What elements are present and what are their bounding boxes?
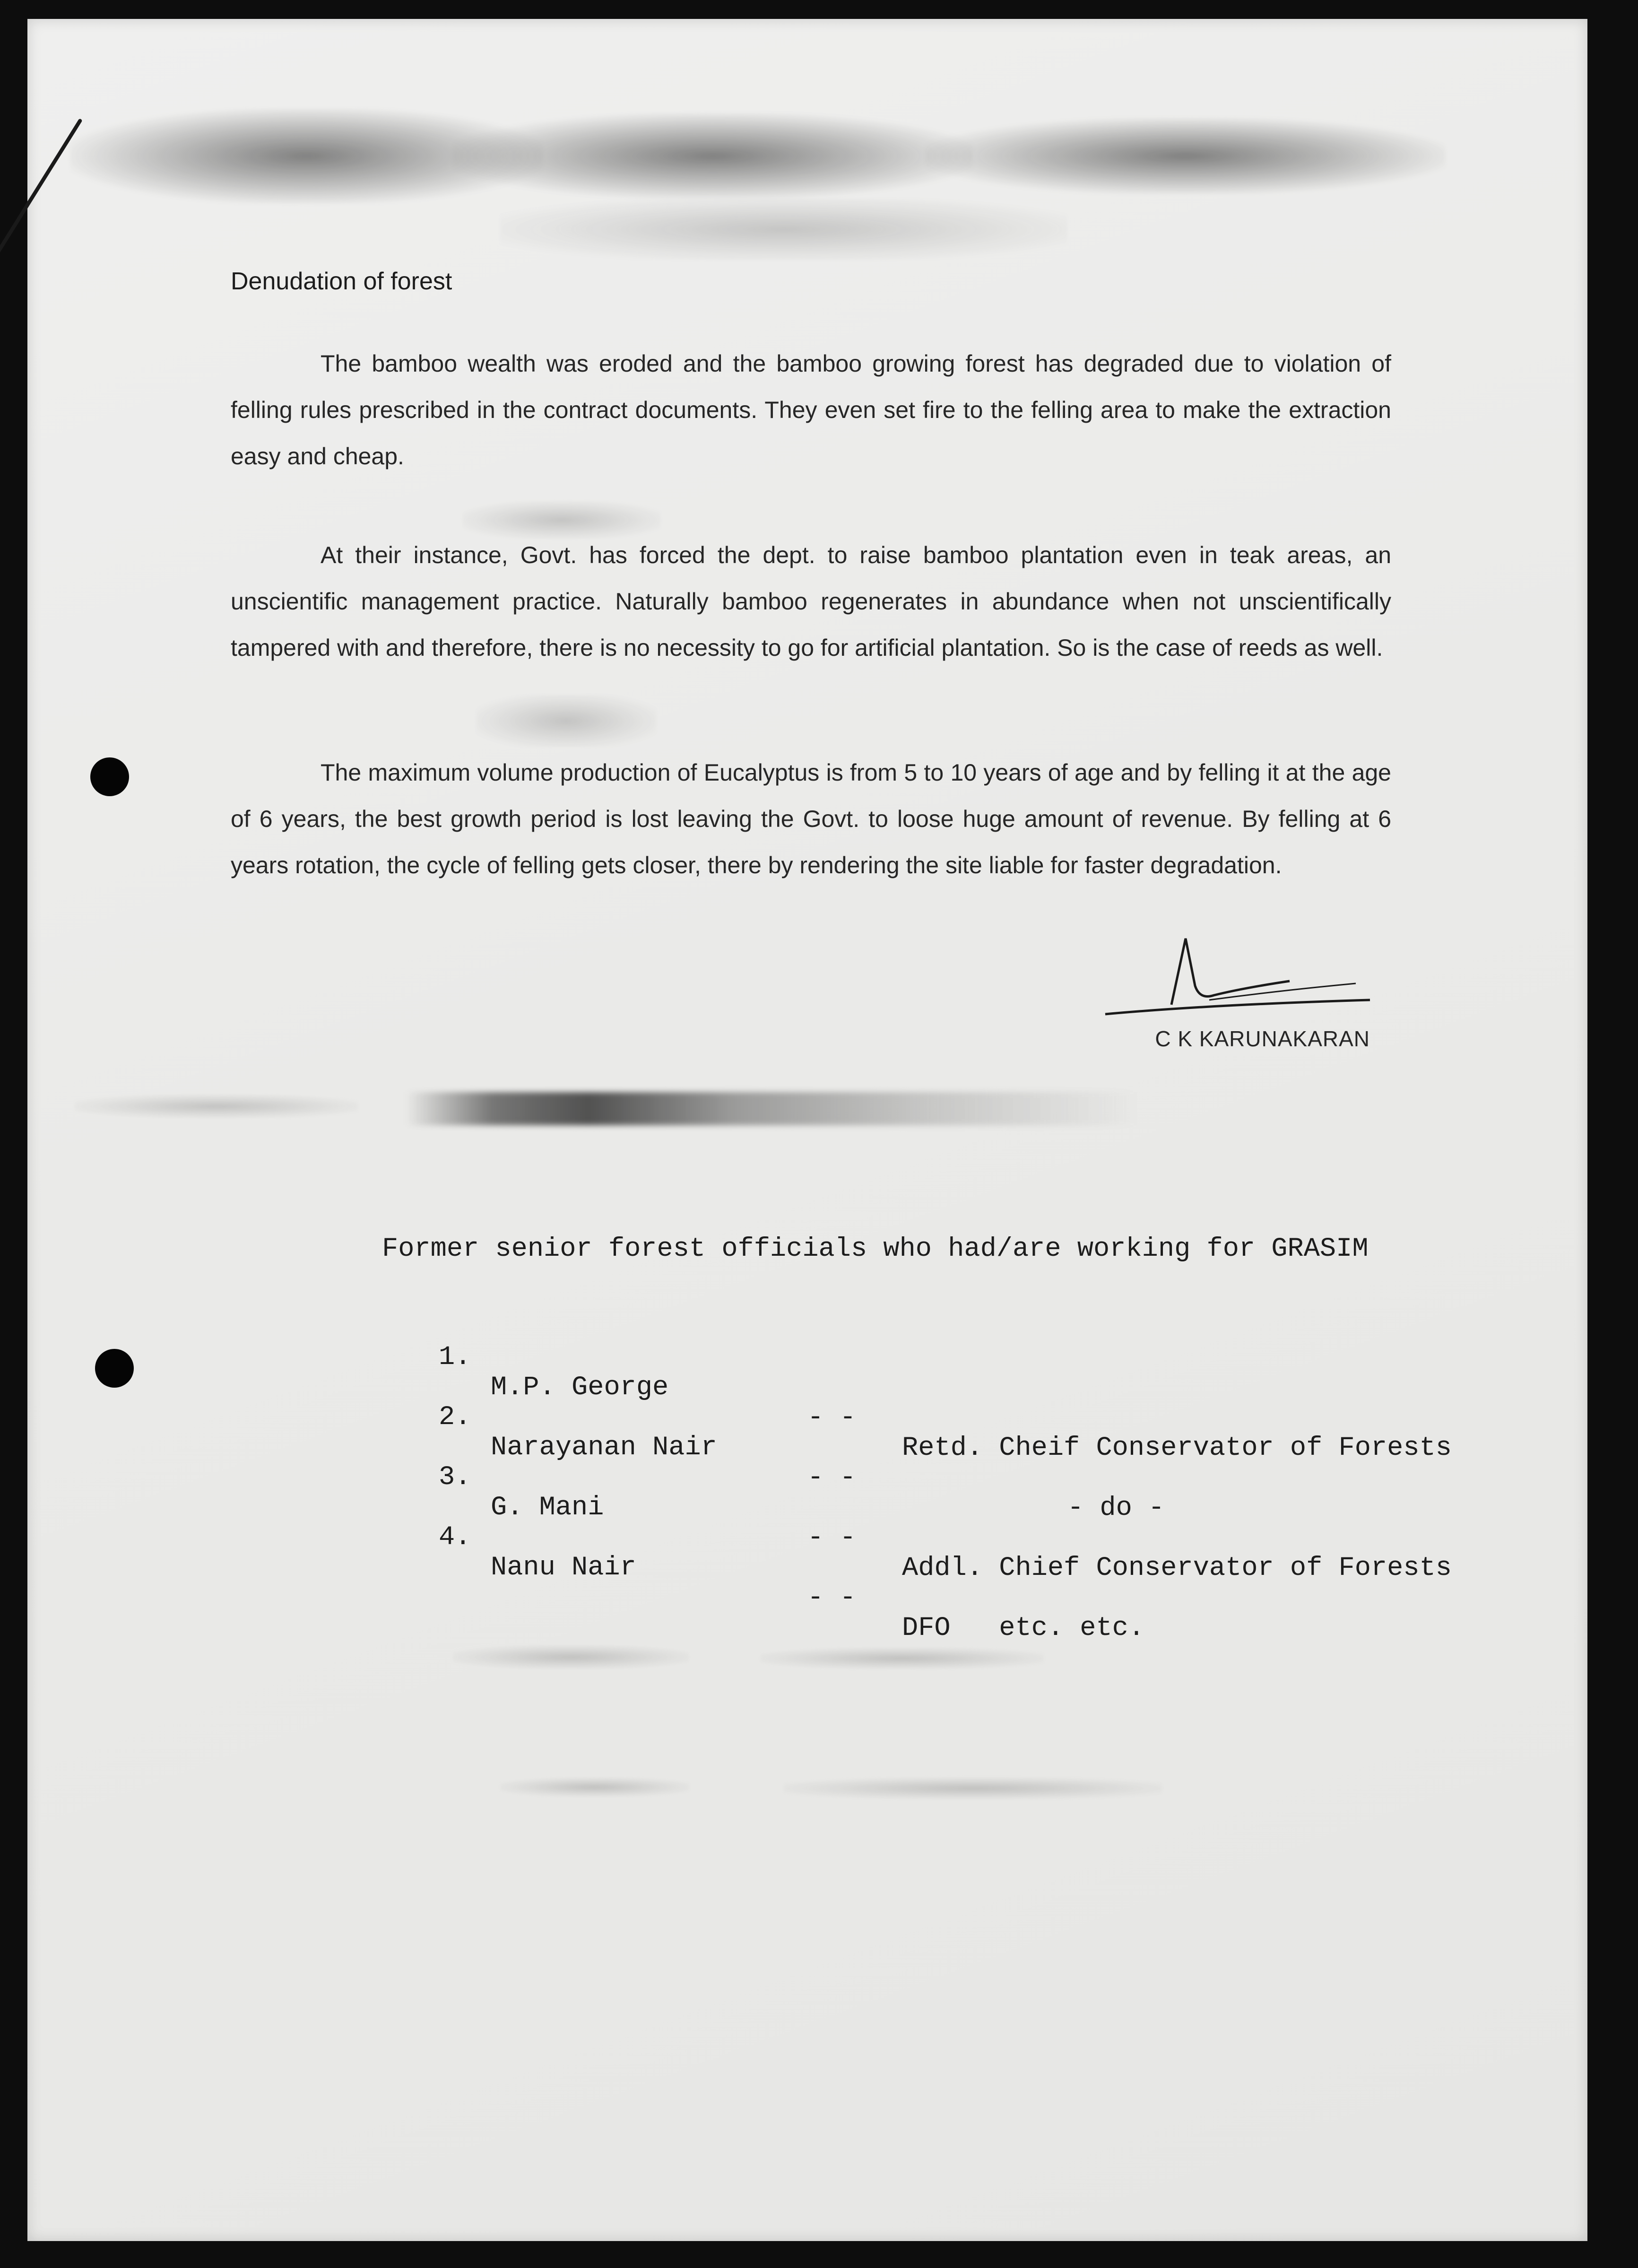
smudged-divider bbox=[75, 1095, 358, 1118]
official-role: Retd. Cheif Conservator of Forests bbox=[902, 1433, 1452, 1463]
letterhead-smudge bbox=[500, 199, 1067, 260]
official-name: M.P. George bbox=[491, 1373, 669, 1403]
official-name: G. Mani bbox=[491, 1493, 604, 1523]
item-number: 4. bbox=[439, 1522, 471, 1553]
official-role: - do - bbox=[1067, 1493, 1165, 1523]
bleed-through-smudge bbox=[500, 1778, 689, 1797]
official-name: Narayanan Nair bbox=[491, 1433, 717, 1463]
punch-hole bbox=[95, 1349, 134, 1388]
signatory-name: C K KARUNAKARAN bbox=[1155, 1026, 1370, 1051]
punch-hole bbox=[90, 757, 129, 796]
bleed-through-smudge bbox=[760, 1648, 1044, 1669]
letterhead-smudge bbox=[453, 113, 973, 199]
separator: - - bbox=[807, 1463, 856, 1493]
official-role: DFO etc. etc. bbox=[902, 1613, 1145, 1643]
separator: - - bbox=[807, 1583, 856, 1613]
item-number: 1. bbox=[439, 1342, 471, 1373]
paragraph: At their instance, Govt. has forced the dept. to raise bamboo plantation even in teak areas, an unscientific management practice. Naturally bamboo regenerates in abundance when not unscientifically tampered with and therefore, there is no necessity to go for artificial plantation. So is the case of reeds as well. bbox=[231, 542, 1391, 661]
official-role: Addl. Chief Conservator of Forests bbox=[902, 1553, 1452, 1583]
paragraph: The bamboo wealth was eroded and the bamboo growing forest has degraded due to violation of felling rules prescribed in the contract documents. They even set fire to the felling area to make the extraction easy and cheap. bbox=[231, 350, 1391, 469]
document-page bbox=[27, 19, 1587, 2241]
separator: - - bbox=[807, 1523, 856, 1553]
officials-list bbox=[439, 1312, 1452, 1643]
bleed-through-smudge bbox=[453, 1645, 689, 1669]
handwritten-signature bbox=[1091, 929, 1375, 1024]
bleed-through-smudge bbox=[784, 1778, 1162, 1799]
smudged-divider bbox=[406, 1092, 1138, 1125]
letterhead-smudge bbox=[926, 118, 1446, 194]
bleed-through-smudge bbox=[462, 501, 661, 539]
item-number: 3. bbox=[439, 1462, 471, 1493]
separator: - - bbox=[807, 1403, 856, 1433]
item-number: 2. bbox=[439, 1402, 471, 1433]
bleed-through-smudge bbox=[477, 695, 656, 747]
officials-list-heading: Former senior forest officials who had/are working for GRASIM bbox=[382, 1234, 1369, 1264]
section-heading: Denudation of forest bbox=[231, 268, 452, 295]
paragraph: The maximum volume production of Eucalyptus is from 5 to 10 years of age and by felling it at the age of 6 years, the best growth period is lost leaving the Govt. to loose huge amount of revenue. By felling at 6 years rotation, the cycle of felling gets closer, there by rendering the site liable for faster degradation. bbox=[231, 759, 1391, 878]
official-name: Nanu Nair bbox=[491, 1553, 636, 1583]
